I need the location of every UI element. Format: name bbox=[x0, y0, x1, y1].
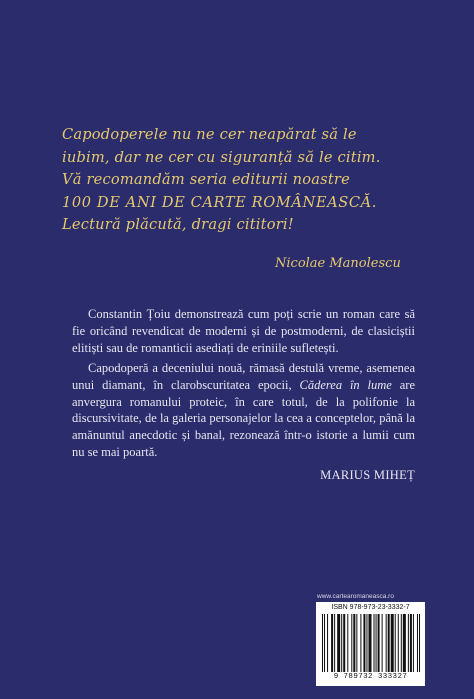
barcode-bar bbox=[395, 614, 396, 672]
barcode-bar bbox=[408, 614, 409, 672]
barcode-bar bbox=[322, 614, 323, 672]
barcode-bar bbox=[337, 614, 340, 672]
barcode-bar bbox=[376, 614, 377, 672]
barcode-bar bbox=[353, 614, 355, 672]
barcode-bar bbox=[382, 614, 383, 672]
barcode-bar bbox=[401, 614, 402, 672]
barcode-bar bbox=[391, 614, 394, 672]
barcode-bar bbox=[368, 614, 371, 672]
quote-line: Lectură plăcută, dragi cititori! bbox=[62, 216, 294, 233]
barcode-bar bbox=[363, 614, 365, 672]
barcode-bar bbox=[341, 614, 342, 672]
blurb-author: MARIUS MIHEȚ bbox=[320, 468, 415, 482]
barcode-bar bbox=[419, 614, 420, 672]
barcode-bar bbox=[403, 614, 406, 672]
barcode-bar bbox=[331, 614, 333, 672]
barcode-bar bbox=[413, 614, 414, 672]
barcode-bar bbox=[417, 614, 418, 672]
barcode-bar bbox=[366, 614, 367, 672]
quote-line: 100 DE ANI DE CARTE ROMÂNEASCĂ. bbox=[62, 193, 377, 211]
blurb-paragraph: Capodoperă a deceniului nouă, rămasă destulă vreme, asemenea unui diamant, în clarobscuritatea epocii, Căderea în lume are anvergura romanului proteic, în care totul, de la polifonie la discursivitate, de la galeria personajelor la cea a conceptelor, până la amănuntul anecdotic și banal, rezonează într-o istorie a lumii cum nu se mai poartă. bbox=[72, 360, 415, 460]
barcode-bar bbox=[398, 614, 399, 672]
barcode-bar bbox=[324, 614, 325, 672]
barcode-bar bbox=[378, 614, 380, 672]
barcode-bar bbox=[347, 614, 348, 672]
barcode-bar bbox=[374, 614, 375, 672]
barcode-bar bbox=[351, 614, 352, 672]
barcode-bar bbox=[360, 614, 361, 672]
barcode-bar bbox=[343, 614, 345, 672]
barcode-bar bbox=[410, 614, 412, 672]
isbn-number: ISBN 978-973-23-3332-7 bbox=[331, 604, 410, 611]
quote-line: Capodoperele nu ne cer neapărat să le bbox=[62, 126, 357, 143]
blurb-paragraph: Constantin Țoiu demonstrează cum poți scrie un roman care să fie oricând revendicat de moderni și de postmoderni, de clasiciștii elitiști sau de romanticii asediați de eriniile sufletești. bbox=[72, 307, 415, 355]
blurb bbox=[72, 306, 415, 461]
barcode-bar bbox=[356, 614, 357, 672]
barcode-image bbox=[322, 614, 420, 672]
handwritten-quote bbox=[62, 124, 432, 237]
quote-line: Vă recomandăm seria editurii noastre bbox=[62, 171, 350, 188]
ean-digits: 9 789732 333327 bbox=[333, 673, 408, 681]
quote-signature: Nicolae Manolescu bbox=[275, 256, 401, 271]
publisher-website: www.cartearomaneasca.ro bbox=[317, 593, 394, 600]
quote-line: iubim, dar ne cer cu siguranță să le citim. bbox=[62, 148, 381, 166]
barcode-bar bbox=[327, 614, 328, 672]
barcode-bar bbox=[388, 614, 390, 672]
barcode-bar bbox=[334, 614, 335, 672]
novel-title: Căderea în lume bbox=[299, 377, 392, 392]
barcode-label bbox=[316, 602, 425, 686]
barcode-bar bbox=[386, 614, 387, 672]
